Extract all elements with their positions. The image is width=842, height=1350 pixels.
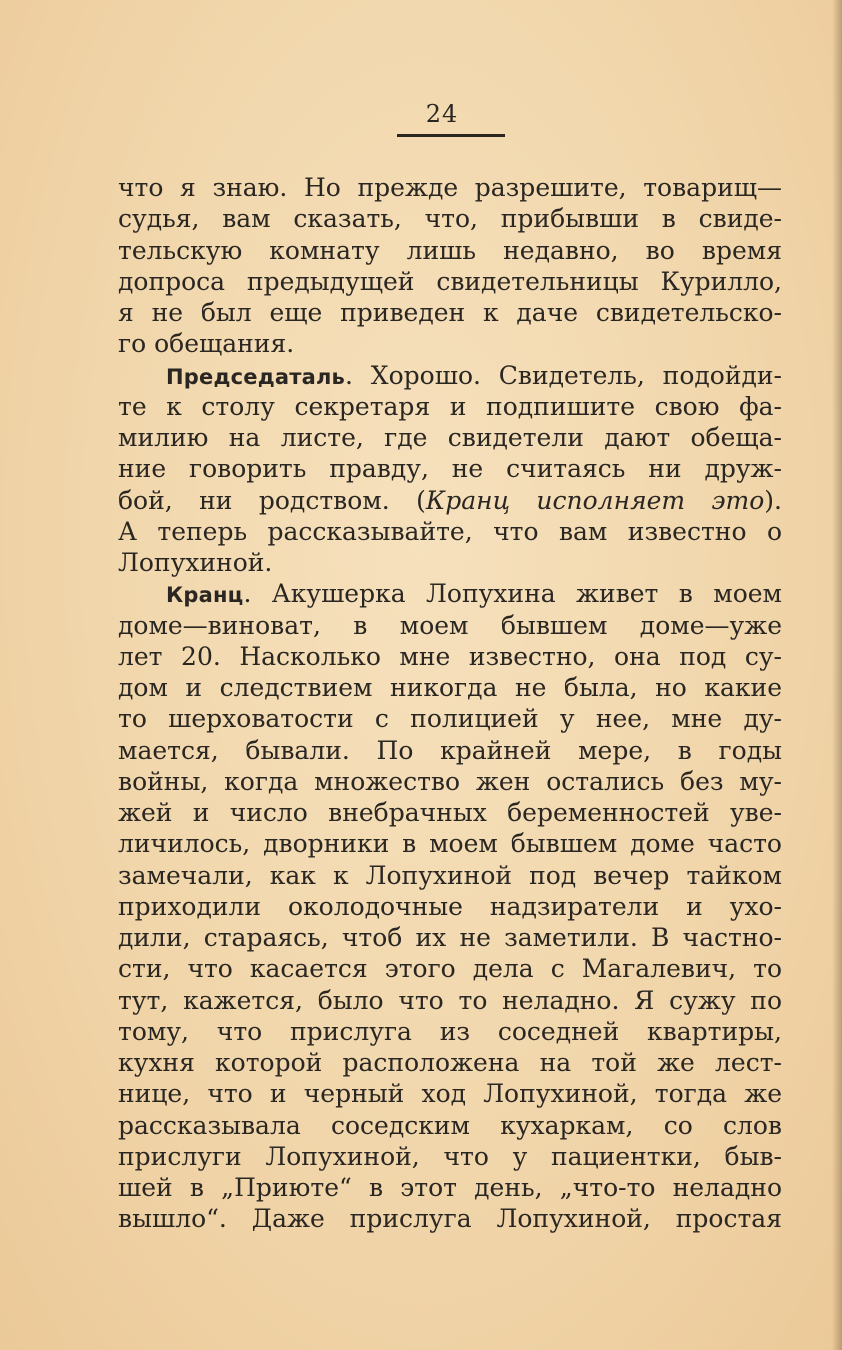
text-line: тут, кажется, было что то неладно. Я сужу по: [118, 985, 782, 1015]
text-line: милию на листе, где свидетели дают обеща-: [118, 423, 782, 452]
text-line: Лопухиной.: [118, 548, 273, 577]
text-line: вышло“. Даже прислуга Лопухиной, простая: [118, 1204, 782, 1234]
text-line: шей в „Приюте“ в этот день, „что-то неладно: [118, 1173, 782, 1202]
speech-text: Акушерка Лопухина живет в моем: [271, 579, 782, 609]
text-line: допроса предыдущей свидетельницы Курилло,: [118, 266, 782, 296]
page-edge-shadow: [832, 0, 842, 1350]
text-line: замечали, как к Лопухиной под вечер тайком: [118, 860, 782, 890]
text-line: кухня которой расположена на той же лест-: [118, 1048, 782, 1077]
text-line: доме—виноват, в моем бывшем доме—уже: [118, 610, 782, 640]
stage-direction-line: [118, 485, 782, 516]
text-line: нице, что и черный ход Лопухиной, тогда же: [118, 1079, 782, 1109]
text-line: ние говорить правду, не считаясь ни друж-: [118, 454, 782, 484]
text-line: дом и следствием никогда не была, но какие: [118, 673, 782, 702]
text-line: лет 20. Насколько мне известно, она под су-: [118, 641, 782, 671]
text-line: личилось, дворники в моем бывшем доме часто: [118, 829, 782, 859]
speech-text: бой, ни родством. (: [118, 485, 426, 515]
text-line: тому, что прислуга из соседней квартиры,: [118, 1016, 782, 1046]
text-line: я не был еще приведен к даче свидетельско-: [118, 298, 782, 327]
chairman-line: Председаталь. Хорошо. Свидетель, подойди-: [166, 360, 782, 390]
kranz-line: Кранц. Акушерка Лопухина живет в моем: [166, 579, 782, 609]
text-line: А теперь рассказывайте, что вам известно о: [118, 516, 782, 546]
speaker-name-chairman: Председаталь: [166, 364, 346, 389]
text-line: го обещания.: [118, 329, 295, 359]
text-line: прислуги Лопухиной, что у пациентки, быв-: [118, 1141, 782, 1171]
speaker-name-kranz: Кранц: [166, 583, 244, 608]
text-line: приходили околодочные надзиратели и ухо-: [118, 891, 782, 921]
text-line: то шерховатости с полицией у нее, мне ду-: [118, 704, 782, 734]
text-line: те к столу секретаря и подпишите свою фа-: [118, 391, 782, 421]
text-line: войны, когда множество жен остались без му-: [118, 766, 782, 796]
text-line: жей и число внебрачных беременностей уве-: [118, 798, 782, 827]
text-line: что я знаю. Но прежде разрешите, товарищ—: [118, 173, 782, 202]
text-line: дили, стараясь, чтоб их не заметили. В частно-: [118, 923, 782, 952]
page-number-rule: [397, 134, 505, 137]
text-line: мается, бывали. По крайней мере, в годы: [118, 735, 782, 765]
text-line: тельскую комнату лишь недавно, во время: [118, 235, 782, 265]
stage-direction: Кранц исполняет это: [425, 485, 765, 515]
text-line: судья, вам сказать, что, прибывши в свиде-: [118, 204, 782, 234]
page-body: [118, 172, 782, 1235]
speech-text: ).: [764, 485, 782, 515]
speech-text: Хорошо. Свидетель, подойди-: [370, 360, 782, 390]
text-line: сти, что касается этого дела с Магалевич, то: [118, 954, 782, 984]
text-line: рассказывала соседским кухаркам, со слов: [118, 1110, 782, 1140]
page-number: 24: [425, 100, 459, 128]
